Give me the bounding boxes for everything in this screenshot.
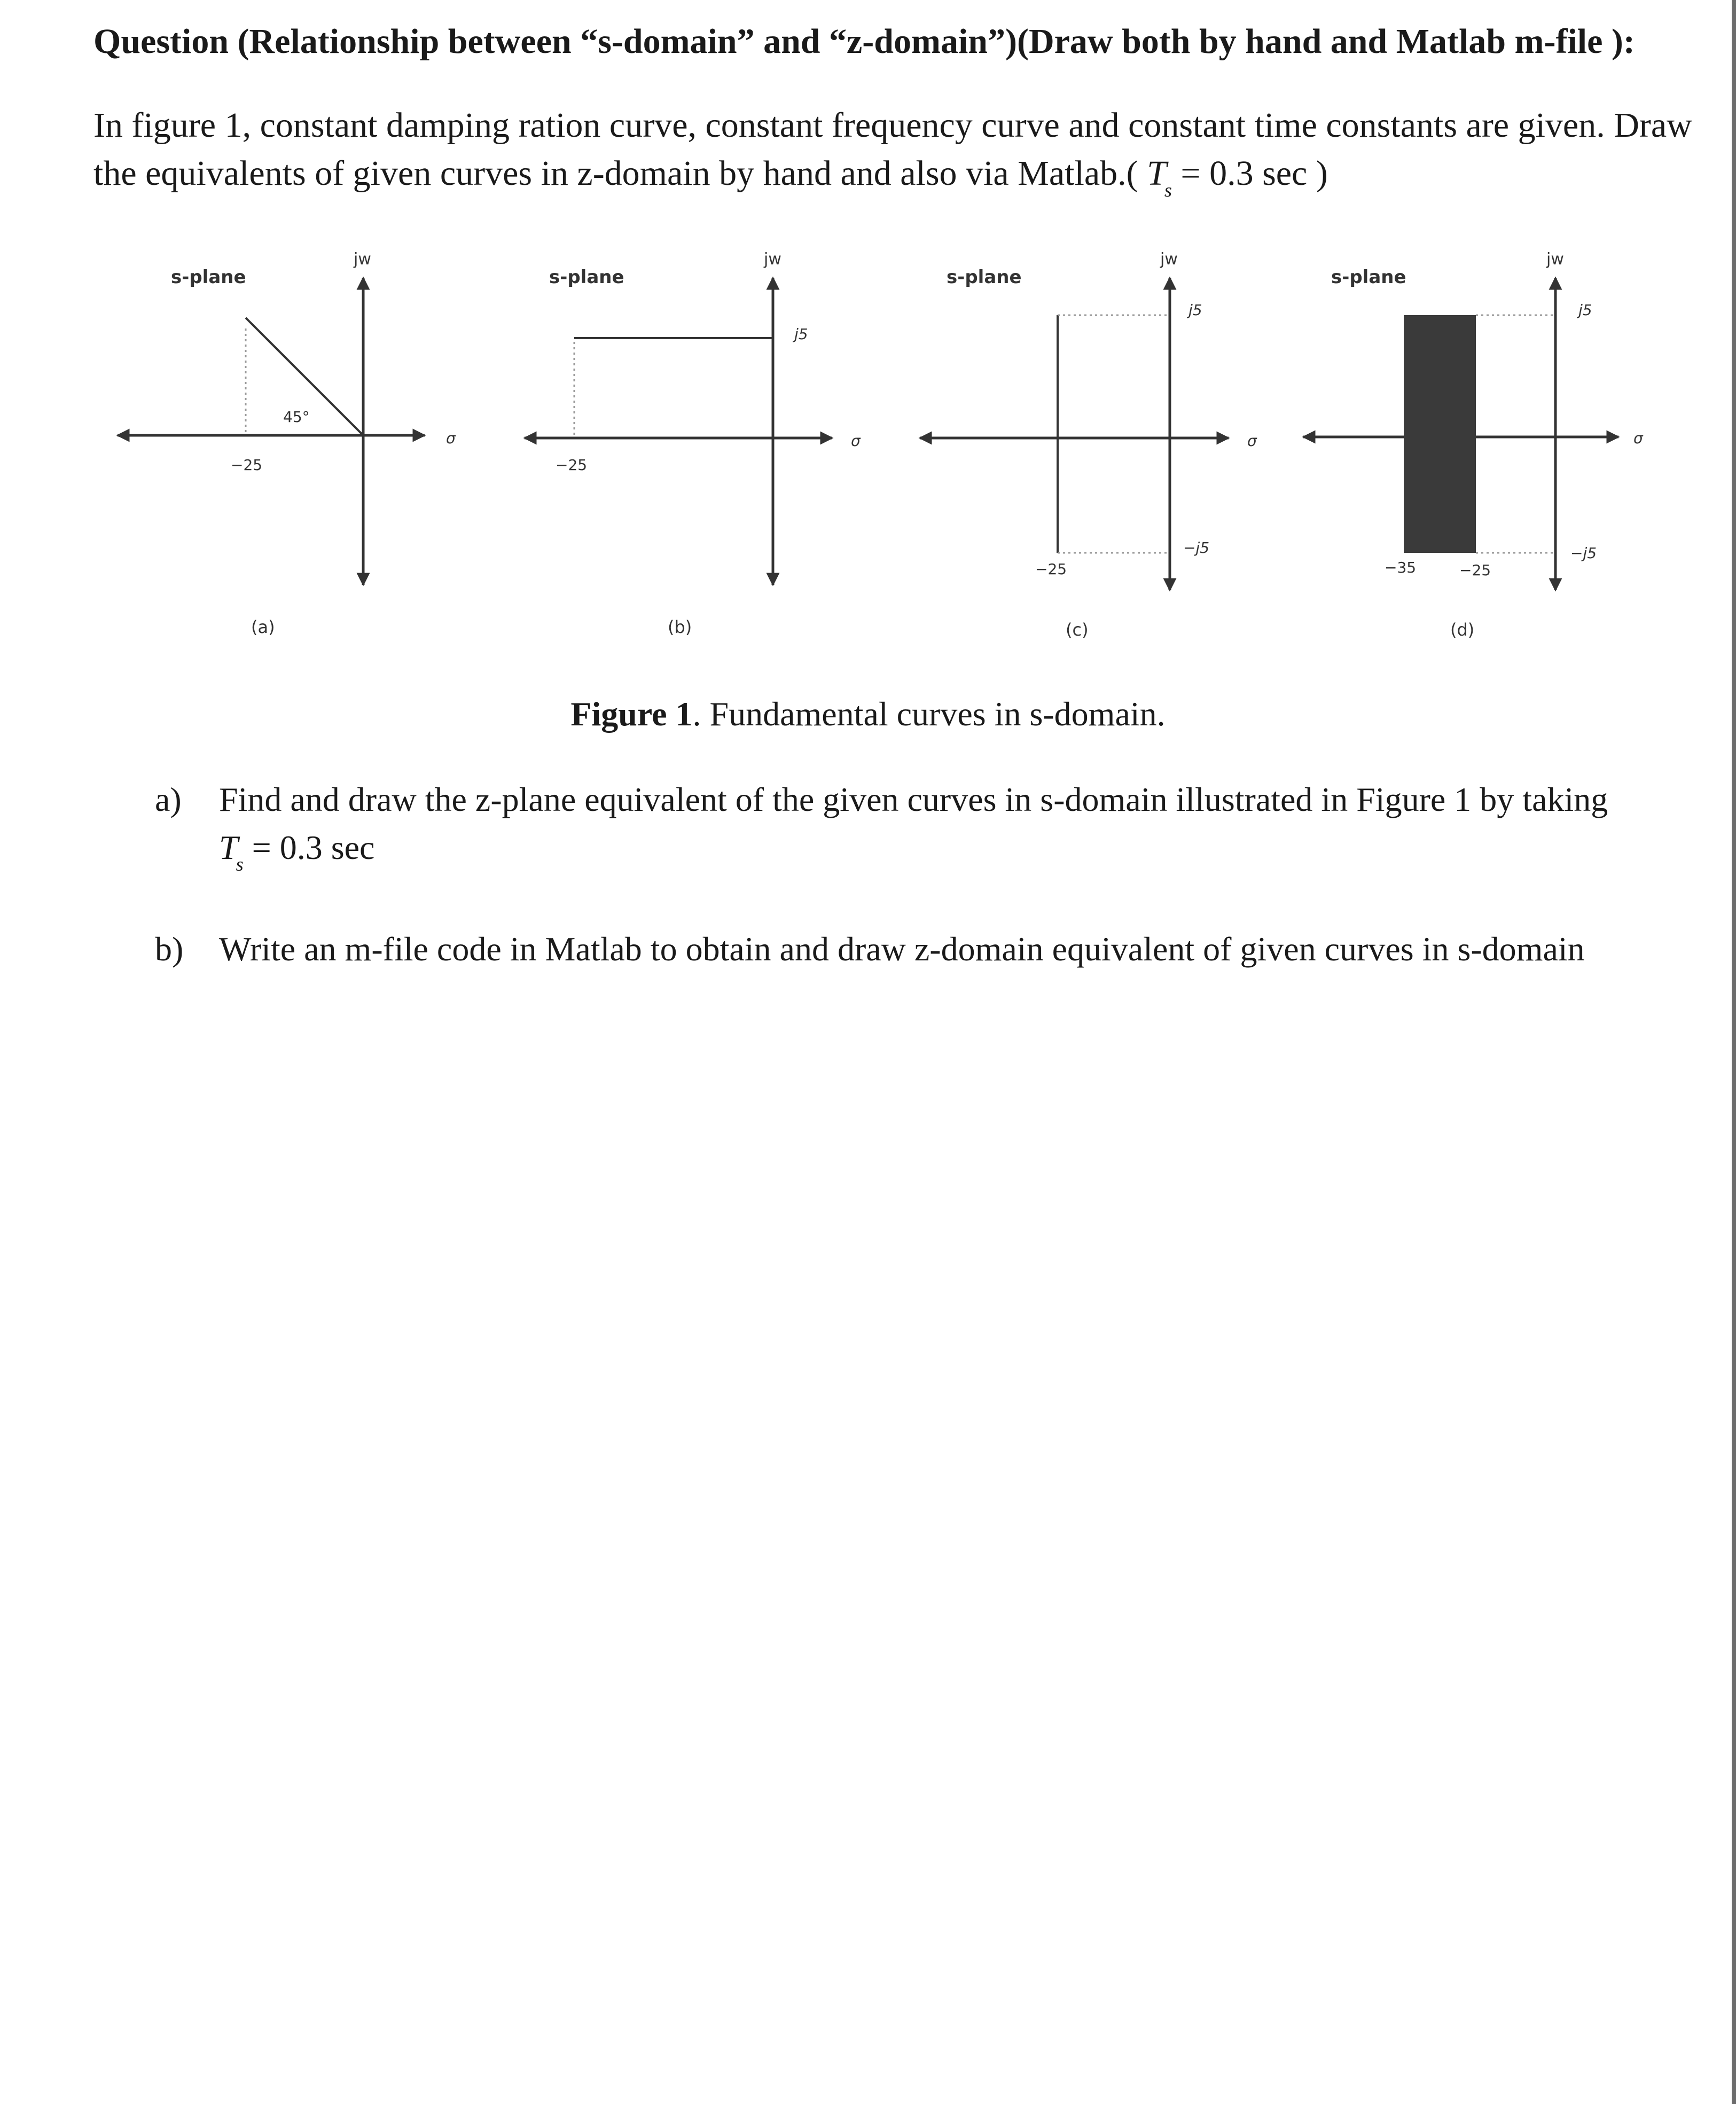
panel-b-tick-minus25: −25 [556, 456, 588, 474]
part-a-ts-letter: T [219, 828, 238, 866]
panel-c-tick-minus-j5: −j5 [1183, 539, 1210, 557]
question-title: Question (Relationship between “s-domain” and “z-domain”)(Draw both by hand and Matlab m-file ): [93, 22, 1635, 61]
panel-d-tick-minus25: −25 [1459, 561, 1491, 579]
panel-d-sigma-label: σ [1633, 429, 1643, 447]
panel-b-tick-j5: j5 [794, 325, 808, 343]
panel-b-jw-label: jw [764, 250, 781, 269]
ts-letter: T [1147, 154, 1167, 193]
panel-c-plane-label: s-plane [947, 267, 1022, 288]
panel-a-tick-minus25: −25 [231, 456, 263, 474]
figure-caption-text: . Fundamental curves in s-domain. [692, 695, 1166, 733]
intro-line-2 [93, 150, 1669, 210]
panel-b-sigma-label: σ [851, 432, 861, 450]
part-a-ts [219, 828, 375, 875]
figure-1 [0, 235, 1736, 673]
part-a-ts-subscript: s [236, 853, 244, 875]
panel-a-jw-label: jw [354, 250, 371, 269]
figure-1-svg [0, 235, 1736, 673]
part-b-text: Write an m-file code in Matlab to obtain and draw z-domain equivalent of given curves in s-domain [219, 930, 1585, 968]
panel-c-jw-label: jw [1160, 250, 1178, 269]
part-a-ts-symbol [219, 828, 244, 875]
panel-c-sigma-label: σ [1247, 432, 1257, 450]
panel-b-caption: (b) [668, 617, 692, 637]
panel-d-caption: (d) [1450, 620, 1475, 640]
panel-c-tick-j5: j5 [1188, 301, 1202, 319]
panel-d-tick-j5: j5 [1578, 301, 1592, 319]
panel-a-angle-label: 45° [283, 408, 310, 426]
panel-d-jw-label: jw [1546, 250, 1564, 269]
panel-a-plane-label: s-plane [171, 267, 246, 288]
part-a-marker: a) [155, 780, 182, 818]
panel-b [525, 250, 861, 637]
panel-d-plane-label: s-plane [1331, 267, 1406, 288]
ts-symbol [1147, 154, 1172, 201]
panel-d-tick-minus35: −35 [1385, 559, 1417, 576]
panel-d-region [1404, 315, 1476, 553]
panel-d-tick-minus-j5: −j5 [1570, 544, 1597, 562]
panel-c [920, 250, 1257, 640]
panel-d [1303, 250, 1644, 640]
panel-a-caption: (a) [251, 617, 275, 637]
part-a-text: Find and draw the z-plane equivalent of the given curves in s-domain illustrated in Figure 1 by taking [219, 780, 1608, 818]
intro-line-2-text: the equivalents of given curves in z-domain by hand and also via Matlab.( [93, 154, 1138, 193]
panel-c-tick-minus25: −25 [1035, 560, 1067, 578]
part-a-ts-value: = 0.3 sec [252, 828, 375, 866]
question-intro [93, 101, 1692, 210]
figure-caption-label: Figure 1 [570, 695, 693, 733]
ts-value: = 0.3 sec ) [1180, 154, 1328, 193]
panel-c-caption: (c) [1066, 620, 1089, 640]
panel-a-sigma-label: σ [446, 429, 456, 447]
ts-subscript: s [1164, 179, 1172, 201]
intro-line-1: In figure 1, constant damping ration curve, constant frequency curve and constant time constants are given. Draw [93, 106, 1692, 145]
panel-b-plane-label: s-plane [549, 267, 624, 288]
part-b-marker: b) [155, 930, 184, 968]
figure-caption [0, 694, 1736, 734]
panel-a [118, 250, 456, 637]
